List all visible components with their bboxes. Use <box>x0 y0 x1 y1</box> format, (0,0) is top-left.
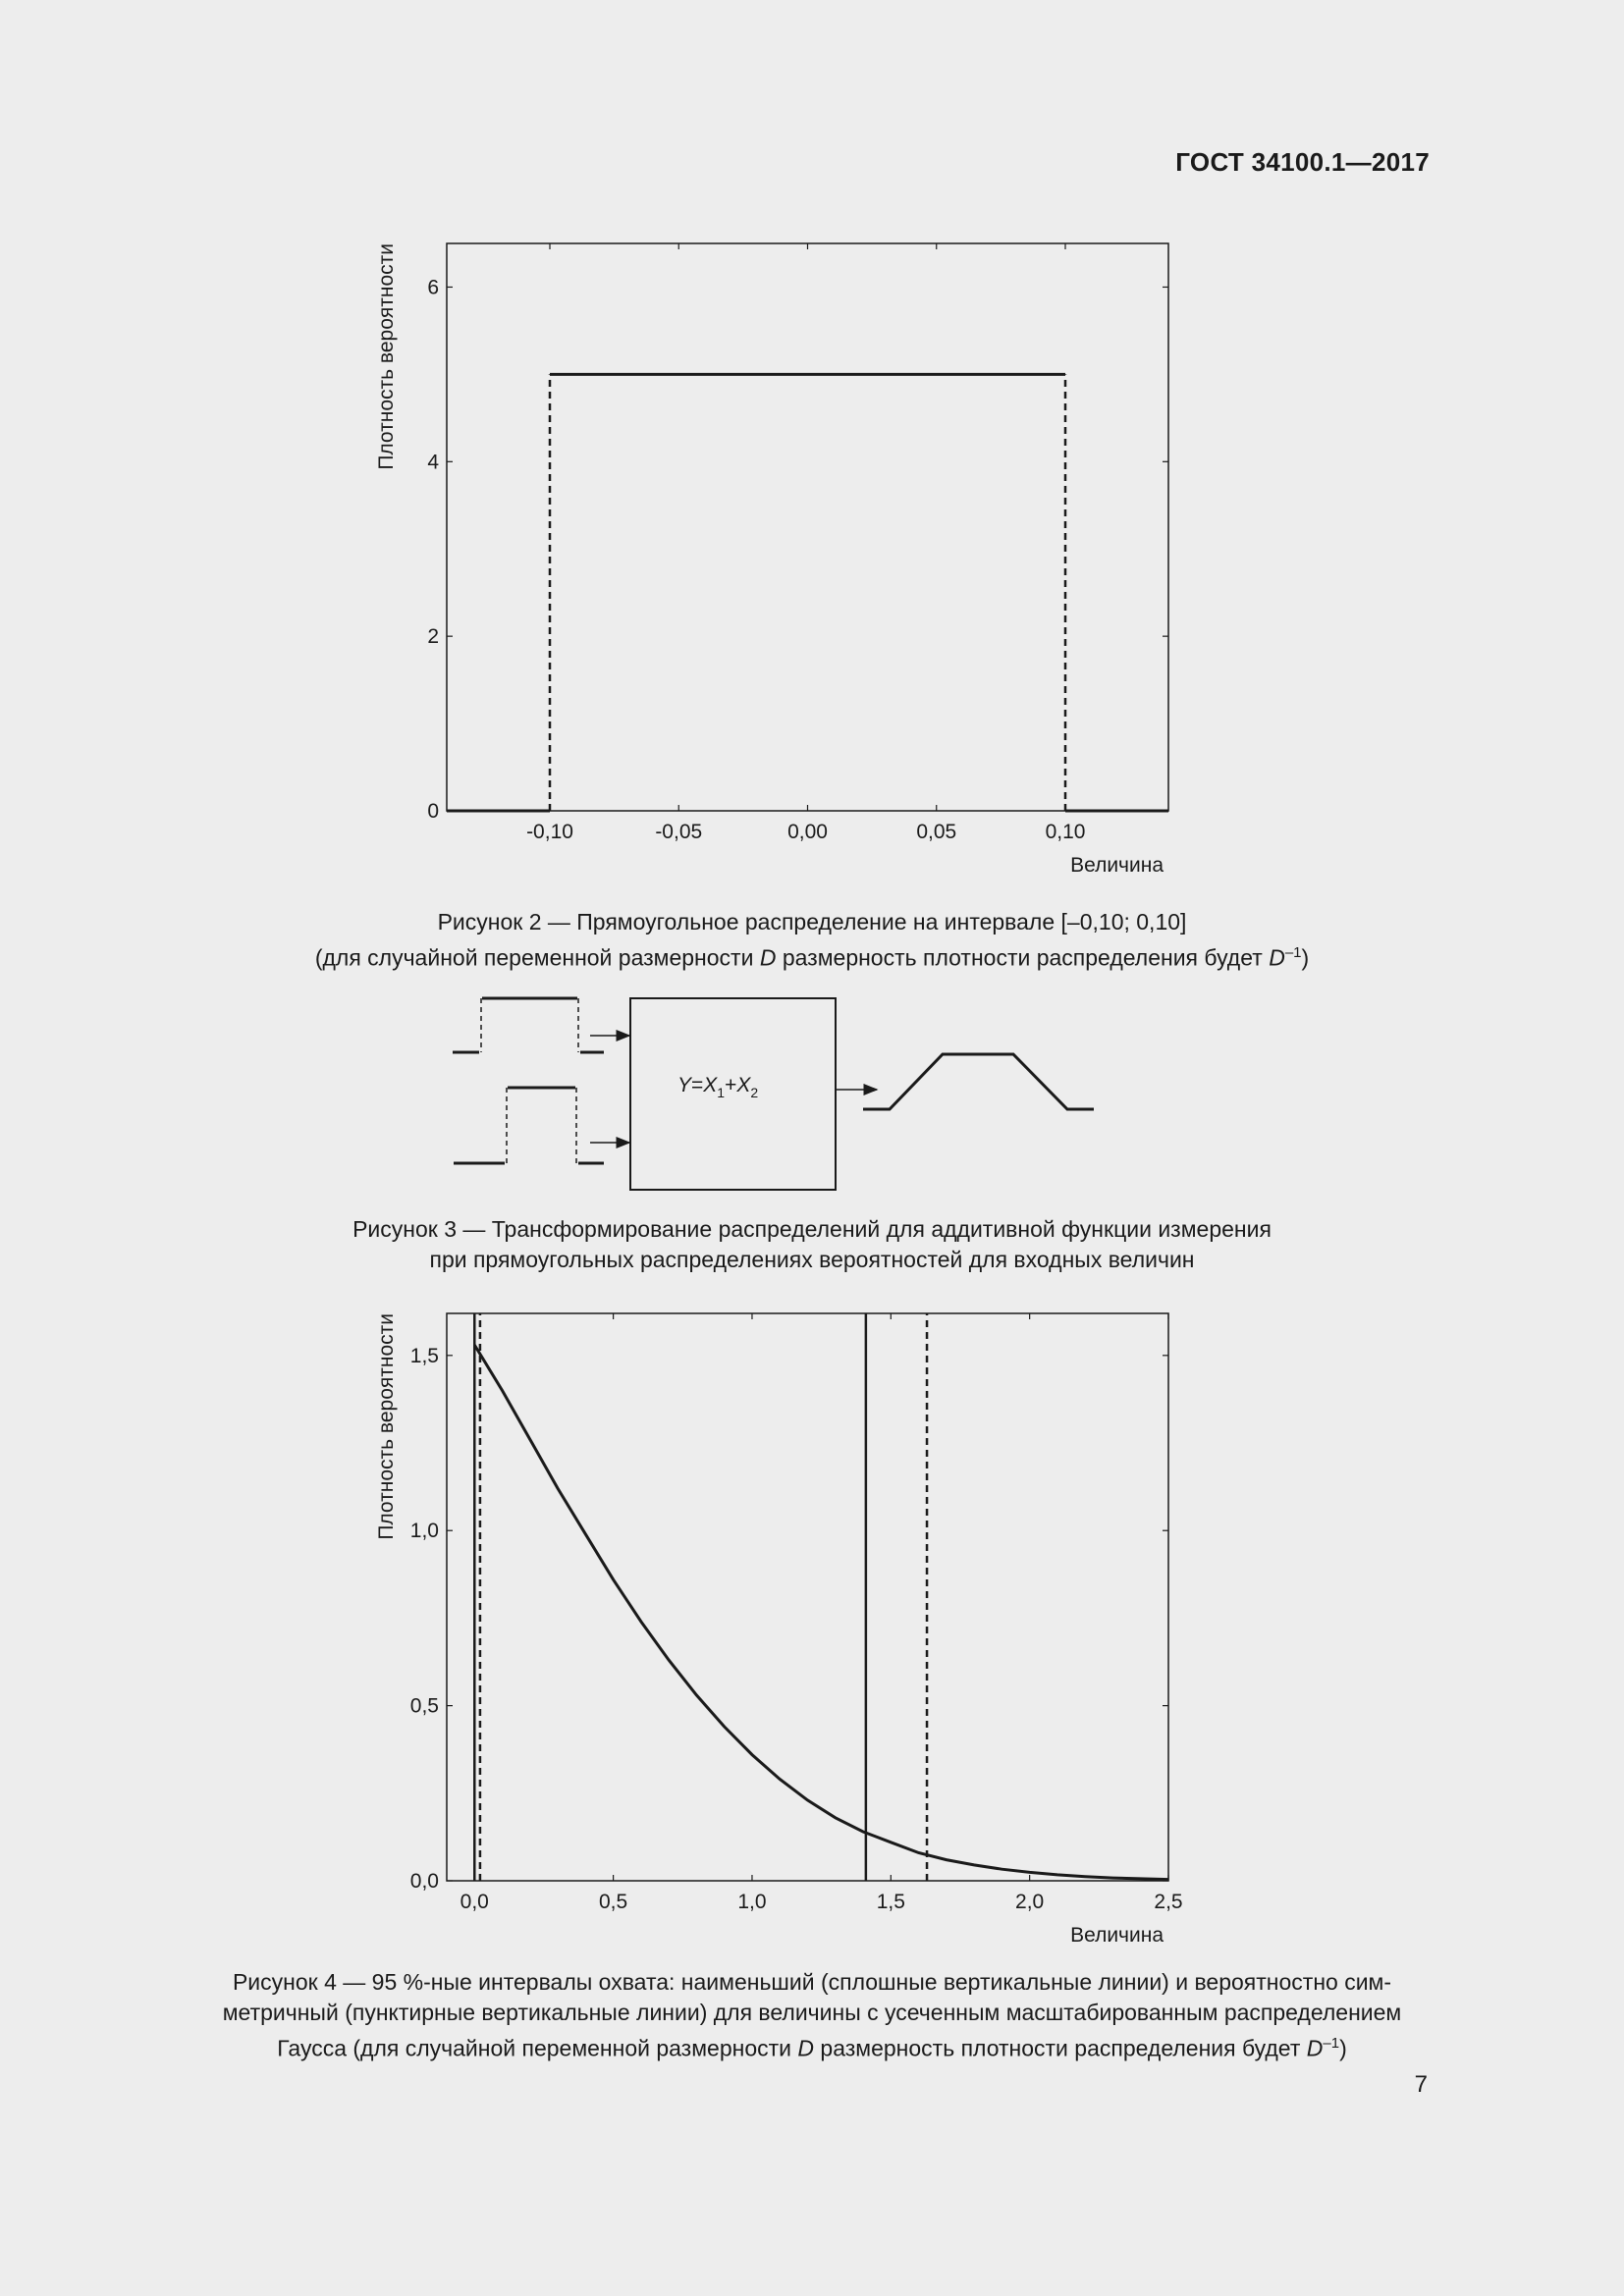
y-tick-label: 6 <box>427 276 439 299</box>
y-tick-label: 0,5 <box>409 1694 439 1718</box>
figure3-caption-line1: Рисунок 3 — Трансформирование распределений для аддитивной функции измерения <box>352 1216 1272 1242</box>
figure4-caption-line1: Рисунок 4 — 95 %-ные интервалы охвата: наименьший (сплошные вертикальные линии) и вероятностно сим- <box>232 1969 1392 1995</box>
figure4-caption-line3 <box>0 2028 1624 2064</box>
output-trapezoid <box>863 1054 1094 1109</box>
input-rect-pulse-top <box>453 998 604 1052</box>
x-tick-label: -0,05 <box>655 821 703 843</box>
figure3-diagram <box>447 982 1114 1207</box>
figure4-caption-line3-prefix: Гаусса (для случайной переменной размерности <box>277 2035 798 2061</box>
figure2-caption-line2-suffix: ) <box>1301 944 1310 971</box>
figure4-caption-sup: –1 <box>1323 2035 1340 2052</box>
figure2-caption-line2 <box>0 937 1624 974</box>
x-tick-label: 1,5 <box>876 1891 905 1913</box>
x-tick-label: 1,0 <box>737 1891 767 1913</box>
equation-y: Y <box>677 1074 692 1096</box>
y-tick-label: 0 <box>427 800 439 823</box>
x-tick-label: 0,05 <box>916 821 957 843</box>
function-equation: $Y=X_1+X_2$ <box>677 1074 759 1100</box>
figure2-caption <box>0 907 1624 974</box>
y-tick-label: 0,0 <box>409 1870 439 1893</box>
figure4-caption-line2: метричный (пунктирные вертикальные линии) для величины с усеченным масштабированным распределением <box>222 2000 1402 2025</box>
x-axis-title: Величина <box>1070 854 1164 877</box>
figure4-caption-var-2: D <box>1306 2035 1324 2061</box>
equation-x2: X <box>736 1074 751 1096</box>
figure4-caption-var: D <box>797 2035 815 2061</box>
x-tick-label: 0,10 <box>1045 821 1086 843</box>
equation-x1: X <box>703 1074 718 1096</box>
figure3-caption <box>0 1214 1624 1275</box>
plot-frame <box>447 243 1168 811</box>
figure2-caption-line2-middle: размерность плотности распределения будет <box>776 944 1270 971</box>
page-number: 7 <box>1414 2071 1428 2098</box>
figure4-caption-line3-suffix: ) <box>1339 2035 1347 2061</box>
figure4-chart <box>353 1296 1188 1963</box>
x-tick-label: 0,00 <box>787 821 828 843</box>
equation-x1-sub: 1 <box>717 1085 726 1100</box>
y-axis-title: Плотность вероятности <box>375 1313 398 1540</box>
figure3-caption-line2: при прямоугольных распределениях вероятностей для входных величин <box>429 1247 1195 1272</box>
y-tick-label: 4 <box>427 451 439 474</box>
figure2-caption-sup: –1 <box>1284 944 1302 961</box>
y-tick-label: 1,0 <box>409 1520 439 1543</box>
y-tick-label: 2 <box>427 625 439 649</box>
figure2-caption-var: D <box>759 944 777 971</box>
figure2-chart <box>353 226 1188 893</box>
document-code: ГОСТ 34100.1—2017 <box>1175 147 1430 177</box>
figure4-caption-line3-middle: размерность плотности распределения будет <box>814 2035 1307 2061</box>
figure2-caption-var-2: D <box>1269 944 1285 971</box>
y-axis-title: Плотность вероятности <box>375 243 398 470</box>
x-tick-label: 2,5 <box>1154 1891 1183 1913</box>
x-axis-title: Величина <box>1070 1924 1164 1947</box>
x-tick-label: 2,0 <box>1015 1891 1045 1913</box>
x-tick-label: -0,10 <box>526 821 573 843</box>
x-tick-label: 0,0 <box>460 1891 489 1913</box>
plot-frame <box>447 1313 1168 1881</box>
series-line-0 <box>474 1345 1168 1880</box>
x-tick-label: 0,5 <box>599 1891 628 1913</box>
y-tick-label: 1,5 <box>409 1344 439 1367</box>
equation-x2-sub: 2 <box>750 1085 759 1100</box>
input-rect-pulse-bottom <box>454 1088 604 1163</box>
figure4-caption <box>0 1967 1624 2064</box>
figure2-caption-line2-prefix: (для случайной переменной размерности <box>314 944 760 971</box>
figure2-caption-line1: Рисунок 2 — Прямоугольное распределение на интервале [–0,10; 0,10] <box>437 909 1187 934</box>
